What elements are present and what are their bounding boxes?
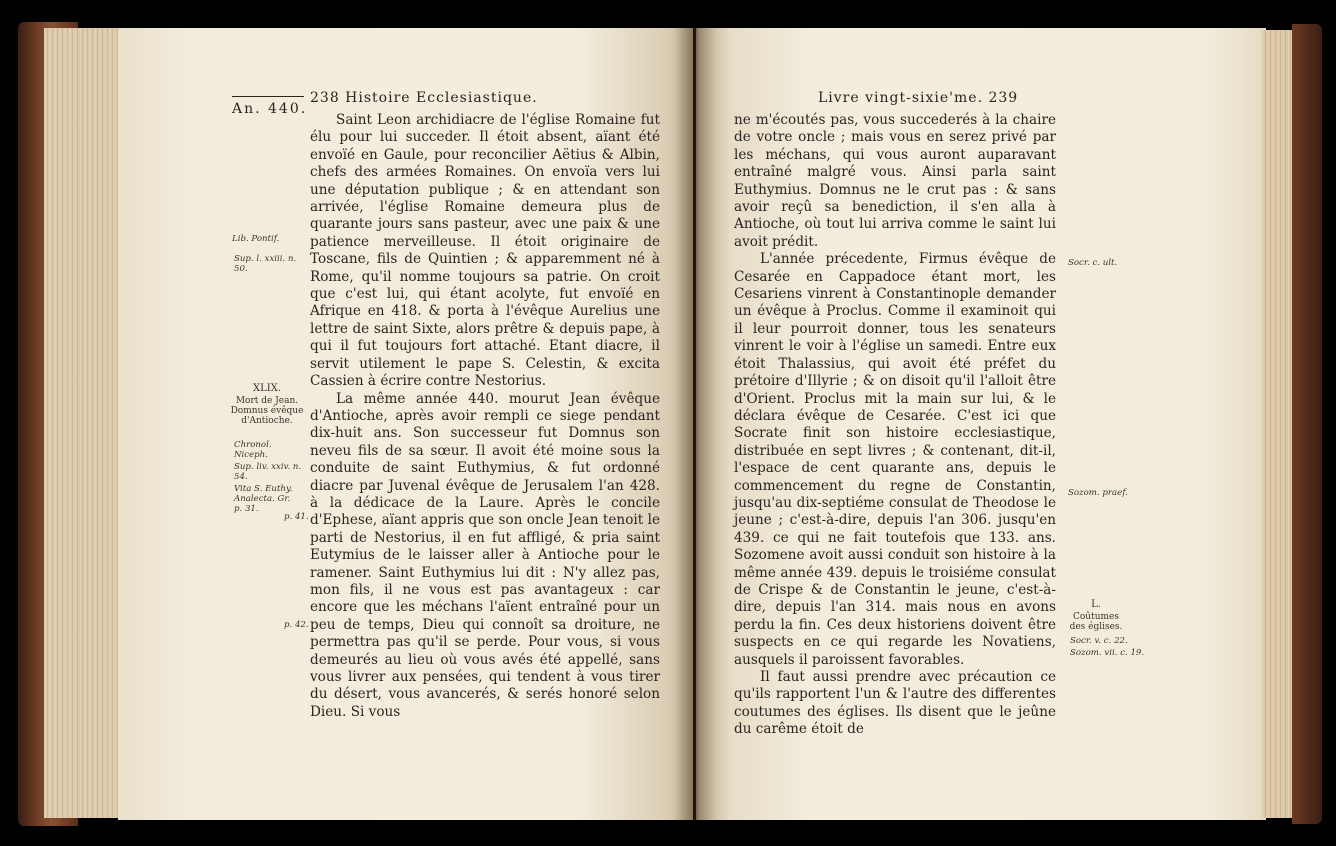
right-running-header: Livre vingt-sixie'me. 239 — [818, 90, 1019, 106]
note-p41: p. 41. — [284, 512, 309, 522]
note-sup-xxiii: Sup. l. xxiii. n. 50. — [234, 254, 297, 274]
right-body — [734, 112, 1056, 739]
paragraph-coutumes: Il faut aussi prendre avec précaution ce qu'ils rapportent l'un & l'autre des differentes coutumes des églises. Ils disent que le jeûne du carême étoit de — [734, 669, 1056, 738]
note-p42: p. 42. — [284, 620, 309, 630]
gutter-shadow — [676, 28, 716, 820]
note-vita: Vita S. Euthy. Analecta. Gr. p. 31. — [234, 484, 293, 514]
paragraph-thalassius: L'année précedente, Firmus évêque de Cesarée en Cappadoce étant mort, les Cesariens vinrent à Constantinople demander un évêque à Proclus. Comme il examinoit qui il leur pourroit donner, tous les senateurs vinrent le voir à l'église un samedi. Entre eux étoit Thalassius, qui avoit été préfet du prétoire d'Illyrie ; & on disoit qu'il l'alloit être d'Orient. Proclus mit la main sur lui, & le déclara évêque de Cesarée. C'est ici que Socrate finit son histoire ecclesiastique, distribuée en sept livres ; & contenant, dit-il, l'espace de cent quarante ans, depuis le commencement du regne de Constantin, jusqu'au dix-septiéme consulat de Theodose le jeune ; c'est-à-dire, depuis l'an 306. jusqu'en 439. ce qui ne fait toutefois que 133. ans. Sozomene avoit aussi conduit son histoire à la même année 439. depuis le troisiéme consulat de Crispe & de Constantin le jeune, c'est-à-dire, depuis l'an 314. mais nous en avons perdu la fin. Ces deux historiens doivent être suspects en ce qui regarde les Novatiens, ausquels il paroissent favorables. — [734, 251, 1056, 668]
note-sozom-vii: Sozom. vii. c. 19. — [1070, 648, 1145, 658]
note-lib-pontif: Lib. Pontif. — [232, 234, 280, 244]
section-title-coutumes: Coûtumes des églises. — [1069, 612, 1123, 632]
note-chronol: Chronol. Niceph. — [234, 440, 272, 460]
year-label: An. 440. — [232, 101, 308, 117]
paragraph-euthymius: ne m'écoutés pas, vous succederés à la chaire de votre oncle ; mais vous en serez privé par les méchans, qui vous auront auparavant entraîné malgré vous. Ainsi parla saint Euthymius. Domnus ne le crut pas : & sans avoir reçû sa benediction, il s'en alla à Antioche, où tout lui arriva comme le saint lui avoit prédit. — [734, 112, 1056, 250]
left-running-header: 238 Histoire Ecclesiastique. — [310, 90, 538, 106]
note-sozom: Sozom. praef. — [1068, 488, 1128, 498]
left-body — [310, 112, 660, 721]
left-page-edges — [44, 28, 124, 818]
note-socr-v: Socr. v. c. 22. — [1070, 636, 1128, 646]
section-number-xlix: XLIX. — [252, 383, 281, 394]
year-rule — [232, 96, 304, 97]
paragraph-domnus: La même année 440. mourut Jean évêque d'Antioche, après avoir rempli ce siege pendant dix-huit ans. Son successeur fut Domnus son neveu fils de sa sœur. Il avoit été moine sous la conduite de saint Euthymius, & fut ordonné diacre par Juvenal évêque de Jerusalem l'an 428. à la dédicace de la Laure. Après le concile d'Ephese, aïant appris que son oncle Jean tenoit le parti de Nestorius, il en fut affligé, & pria saint Eutymius de le laisser aller à Antioche pour le ramener. Saint Euthymius lui dit : N'y allez pas, mon fils, il ne vous est pas avantageux : car encore que les méchans l'aïent entraîné pour un peu de temps, Dieu qui connoît sa droiture, ne permettra pas qu'il se perde. Pour vous, si vous demeurés au lieu où vous avés été appellé, sans vous livrer aux pensées, qui tendent à vous tirer du désert, vous avancerés, & serés honoré selon Dieu. Si vous — [310, 390, 660, 720]
paragraph-leon: Saint Leon archidiacre de l'église Romaine fut élu pour lui succeder. Il étoit absent, aïant été envoïé en Gaule, pour reconcilier Aëtius & Albin, chefs des armées Romaines. On envoïa vers lui une députation publique ; & en attendant son arrivée, l'église Romaine demeura plus de quarante jours sans pasteur, avec une paix & une patience merveilleuse. Il étoit originaire de Toscane, fils de Quintien ; & apparemment né à Rome, qu'il nomme toujours sa patrie. On croit que c'est lui, qui étant acolyte, fut envoïé en Afrique en 418. & porta à l'évêque Aurelius une lettre de saint Sixte, alors prêtre & depuis pape, à qui il fut toujours fort attaché. Etant diacre, il servit utilement le pape S. Celestin, & excita Cassien à écrire contre Nestorius. — [310, 112, 660, 390]
section-number-l: L. — [1091, 599, 1101, 610]
right-cover — [1292, 24, 1322, 824]
note-sup-xxiv: Sup. liv. xxiv. n. 54. — [234, 462, 302, 482]
note-socr: Socr. c. ult. — [1068, 258, 1118, 268]
section-title-mort-de-jean: Mort de Jean. Domnus évêque d'Antioche. — [230, 396, 304, 426]
